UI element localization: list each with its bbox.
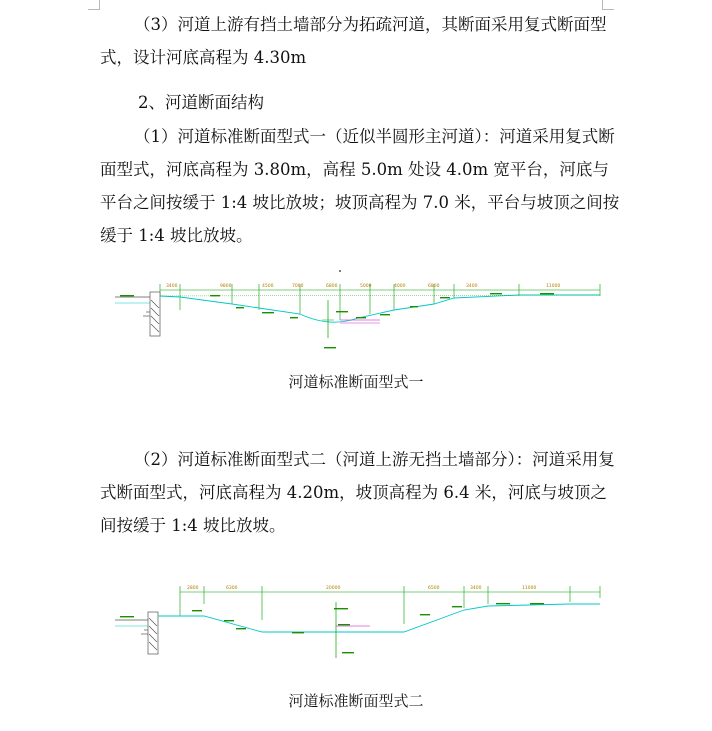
- dim-label: 4000: [394, 284, 406, 289]
- paragraph-p2: （2）河道标准断面型式二（河道上游无挡土墙部分）：河道采用复式断面型式，河底高程为 4.20m，坡顶高程为 6.4 米，河底与坡顶之间按缓于 1:4 坡比放坡。: [100, 450, 615, 535]
- dimension-labels: [166, 283, 560, 289]
- dim-label: 9800: [220, 284, 232, 289]
- dim-label: 11000: [522, 586, 537, 591]
- elevation-marks: [120, 603, 544, 653]
- figure-caption-1: 河道标准断面型式一: [288, 373, 424, 391]
- section-heading: 2、河道断面结构: [138, 93, 264, 112]
- figure-caption-2: 河道标准断面型式二: [288, 692, 424, 710]
- dim-label: 7000: [292, 284, 304, 289]
- dimension-labels: [187, 585, 536, 591]
- dim-label: 11000: [546, 284, 561, 289]
- dim-label: 2800: [187, 586, 199, 591]
- section-profile: [158, 604, 600, 632]
- dim-label: 3400: [166, 284, 178, 289]
- dim-label: 3400: [470, 586, 482, 591]
- dim-label: 6300: [226, 586, 238, 591]
- crop-mark-top-left: [88, 0, 100, 10]
- elevation-marks: [120, 293, 554, 348]
- retaining-wall: [143, 292, 160, 336]
- dim-label: 6800: [326, 284, 338, 289]
- dim-label: 6500: [428, 586, 440, 591]
- retaining-wall: [141, 612, 158, 654]
- dim-label: 5000: [360, 284, 372, 289]
- dim-label: 3400: [466, 284, 478, 289]
- dim-label: 20000: [326, 586, 341, 591]
- section-drawing-1: [0, 270, 712, 360]
- dim-label: 4500: [262, 284, 274, 289]
- paragraph-p1: （1）河道标准断面型式一（近似半圆形主河道）：河道采用复式断面型式，河底高程为 3.80m，高程 5.0m 处设 4.0m 宽平台，河底与平台之间按缓于 1:4 坡比放坡；坡顶高程为 7.0 米，平台与坡顶之间按缓于 1:4 坡比放坡。: [100, 127, 620, 245]
- dim-label: 6800: [428, 284, 440, 289]
- section-drawing-2: [0, 580, 712, 660]
- paragraph-p3: （3）河道上游有挡土墙部分为拓疏河道，其断面采用复式断面型式，设计河底高程为 4.30m: [100, 15, 607, 67]
- section-profile: [160, 295, 600, 322]
